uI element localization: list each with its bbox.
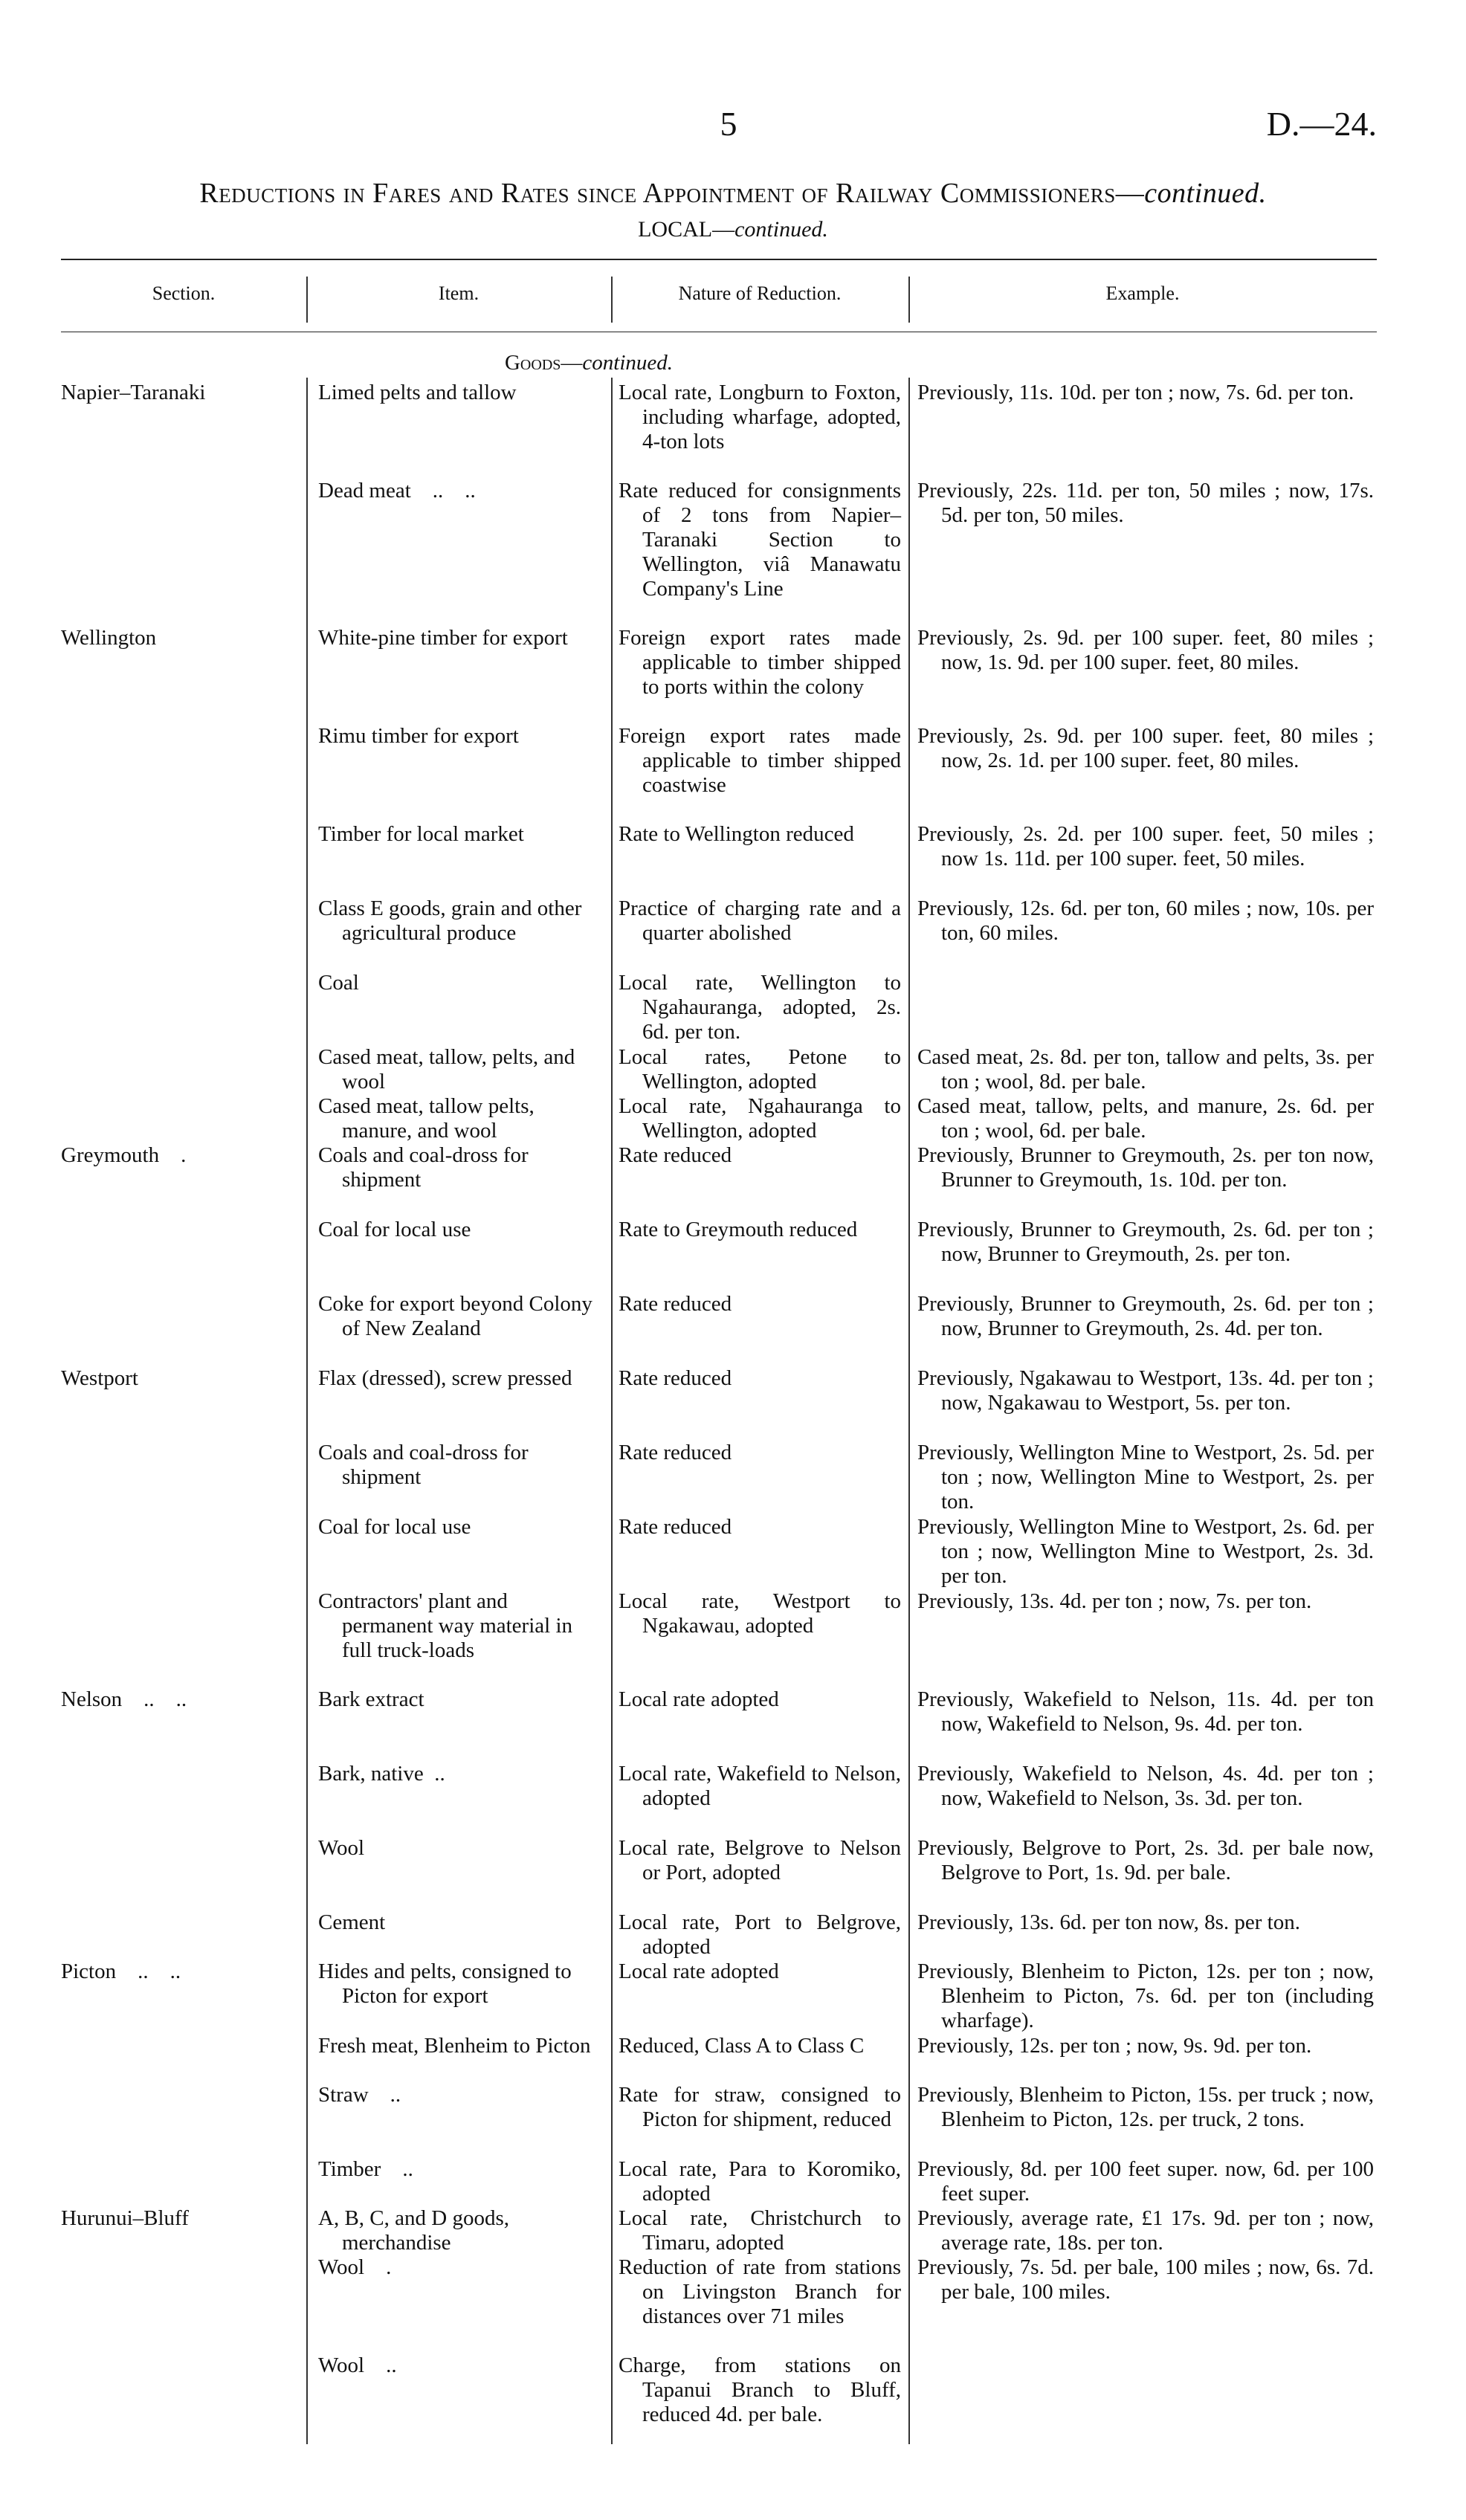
item-cell xyxy=(306,1687,611,1712)
example-cell xyxy=(908,1589,1377,1614)
nature-cell-text: Local rate, Belgrove to Nelson or Port, adopted xyxy=(619,1836,901,1884)
nature-cell xyxy=(611,1143,908,1168)
column-header-nature: Nature of Reduction. xyxy=(678,282,842,304)
section-cell xyxy=(61,2206,306,2231)
nature-cell xyxy=(611,1836,908,1885)
item-cell xyxy=(306,1910,611,1935)
nature-cell-text: Rate reduced xyxy=(619,1143,732,1167)
table-row xyxy=(61,1836,1377,1910)
item-cell xyxy=(306,1045,611,1094)
item-cell xyxy=(306,381,611,405)
item-cell-text: Contractors' plant and permanent way material in full truck-loads xyxy=(318,1589,578,1662)
nature-cell-text: Charge, from stations on Tapanui Branch to Bluff, reduced 4d. per bale. xyxy=(619,2353,901,2426)
example-cell-text: Previously, 8d. per 100 feet super. now, 6d. per 100 feet super. xyxy=(917,2157,1374,2206)
item-cell-text: Cased meat, tallow, pelts, and wool xyxy=(318,1045,581,1093)
item-cell xyxy=(306,896,611,946)
nature-cell xyxy=(611,626,908,700)
item-cell-text: Coal xyxy=(318,971,359,995)
nature-cell xyxy=(611,381,908,454)
item-cell-text: Coal for local use xyxy=(318,1515,471,1539)
item-cell xyxy=(306,1218,611,1242)
example-cell xyxy=(908,1441,1377,1514)
sub-title-continued: continued. xyxy=(734,217,828,242)
nature-cell-text: Local rate adopted xyxy=(619,1687,779,1711)
section-cell-text: Nelson .. .. xyxy=(61,1687,187,1711)
nature-cell xyxy=(611,1910,908,1960)
table-row xyxy=(61,2353,1377,2452)
item-cell-text: Wool xyxy=(318,1836,365,1860)
example-cell-text: Previously, 2s. 9d. per 100 super. feet, 80 miles ; now, 1s. 9d. per 100 super. feet, 80 miles. xyxy=(917,626,1374,674)
nature-cell-text: Rate reduced xyxy=(619,1515,732,1539)
table-row xyxy=(61,479,1377,626)
nature-cell xyxy=(611,2206,908,2255)
example-cell xyxy=(908,1094,1377,1143)
section-cell xyxy=(61,626,306,650)
nature-cell-text: Rate reduced xyxy=(619,1292,732,1316)
section-cell-text: Westport xyxy=(61,1366,138,1390)
nature-cell-text: Rate to Greymouth reduced xyxy=(619,1218,858,1241)
nature-cell xyxy=(611,2157,908,2206)
nature-cell xyxy=(611,2034,908,2058)
nature-cell xyxy=(611,1045,908,1094)
nature-cell xyxy=(611,1094,908,1143)
nature-cell-text: Local rate, Wellington to Ngahauranga, adopted, 2s. 6d. per ton. xyxy=(619,971,901,1044)
nature-cell-text: Reduction of rate from stations on Livingston Branch for distances over 71 miles xyxy=(619,2255,901,2328)
main-title-text: Reductions in Fares and Rates since Appointment of Railway Commissioners— xyxy=(199,178,1145,209)
nature-cell-text: Local rate, Christchurch to Timaru, adopted xyxy=(619,2206,901,2255)
example-cell xyxy=(908,1218,1377,1267)
example-cell-text: Previously, Blenheim to Picton, 12s. per ton ; now, Blenheim to Picton, 7s. 6d. per ton (including wharfage). xyxy=(917,1960,1374,2032)
table-row xyxy=(61,822,1377,896)
table-row xyxy=(61,724,1377,822)
nature-cell-text: Rate to Wellington reduced xyxy=(619,822,854,846)
nature-cell xyxy=(611,971,908,1044)
item-cell xyxy=(306,2157,611,2182)
table-row xyxy=(61,1094,1377,1143)
example-cell xyxy=(908,626,1377,675)
table-row xyxy=(61,1910,1377,1960)
section-cell-text: Hurunui–Bluff xyxy=(61,2206,189,2230)
item-cell-text: Bark, native .. xyxy=(318,1762,445,1786)
example-cell-text: Previously, 7s. 5d. per bale, 100 miles ; now, 6s. 7d. per bale, 100 miles. xyxy=(917,2255,1374,2304)
item-cell xyxy=(306,2255,611,2280)
table-row xyxy=(61,1687,1377,1762)
example-cell-text: Previously, 2s. 9d. per 100 super. feet, 80 miles ; now, 2s. 1d. per 100 super. feet, 80 miles. xyxy=(917,724,1374,772)
nature-cell xyxy=(611,1515,908,1540)
table-row xyxy=(61,2083,1377,2157)
example-cell-text: Previously, 12s. per ton ; now, 9s. 9d. per ton. xyxy=(917,2034,1312,2058)
item-cell-text: Wool .. xyxy=(318,2353,397,2377)
document-reference: D.—24. xyxy=(1266,105,1377,143)
nature-cell-text: Local rate, Westport to Ngakawau, adopted xyxy=(619,1589,901,1638)
item-cell-text: Cased meat, tallow pelts, manure, and wool xyxy=(318,1094,540,1143)
section-cell-text: Picton .. .. xyxy=(61,1960,181,1983)
example-cell-text: Previously, Wellington Mine to Westport, 2s. 5d. per ton ; now, Wellington Mine to Westport, 2s. per ton. xyxy=(917,1441,1374,1513)
item-cell-text: Dead meat .. .. xyxy=(318,479,476,503)
section-cell xyxy=(61,1366,306,1391)
main-title-continued: continued. xyxy=(1144,178,1267,209)
example-cell-text: Previously, Blenheim to Picton, 15s. per truck ; now, Blenheim to Picton, 12s. per truck, 2 tons. xyxy=(917,2083,1374,2131)
item-cell xyxy=(306,2206,611,2255)
section-cell-text: Wellington xyxy=(61,626,157,650)
section-cell xyxy=(61,1687,306,1712)
example-cell xyxy=(908,2157,1377,2206)
example-cell xyxy=(908,2206,1377,2255)
item-cell xyxy=(306,1441,611,1490)
table-row xyxy=(61,626,1377,724)
table-row xyxy=(61,2157,1377,2206)
section-cell xyxy=(61,381,306,405)
example-cell-text: Previously, Brunner to Greymouth, 2s. 6d. per ton ; now, Brunner to Greymouth, 2s. per ton. xyxy=(917,1218,1374,1266)
sub-title xyxy=(0,217,1466,242)
goods-heading-continued: continued. xyxy=(582,351,673,375)
item-cell-text: Class E goods, grain and other agricultural produce xyxy=(318,896,587,945)
item-cell xyxy=(306,1762,611,1786)
nature-cell-text: Local rate, Longburn to Foxton, including wharfage, adopted, 4-ton lots xyxy=(619,381,901,453)
nature-cell xyxy=(611,1441,908,1465)
item-cell-text: Flax (dressed), screw pressed xyxy=(318,1366,572,1390)
main-title xyxy=(0,177,1466,210)
item-cell-text: Coke for export beyond Colony of New Zealand xyxy=(318,1292,598,1340)
example-cell xyxy=(908,1366,1377,1415)
section-cell-text: Napier–Taranaki xyxy=(61,381,206,404)
table-row xyxy=(61,1589,1377,1687)
example-cell-text: Previously, average rate, £1 17s. 9d. per ton ; now, average rate, 18s. per ton. xyxy=(917,2206,1374,2255)
section-cell-text: Greymouth . xyxy=(61,1143,187,1167)
item-cell xyxy=(306,822,611,847)
example-cell-text: Previously, 13s. 6d. per ton now, 8s. per ton. xyxy=(917,1910,1300,1934)
example-cell-text: Previously, Brunner to Greymouth, 2s. 6d. per ton ; now, Brunner to Greymouth, 2s. 4d. per ton. xyxy=(917,1292,1374,1340)
example-cell xyxy=(908,896,1377,946)
item-cell xyxy=(306,626,611,650)
nature-cell-text: Local rates, Petone to Wellington, adopted xyxy=(619,1045,901,1093)
item-cell xyxy=(306,1366,611,1391)
nature-cell xyxy=(611,896,908,946)
example-cell xyxy=(908,381,1377,405)
table-row xyxy=(61,1218,1377,1292)
example-cell xyxy=(908,1910,1377,1935)
example-cell xyxy=(908,2083,1377,2132)
example-cell-text: Cased meat, 2s. 8d. per ton, tallow and pelts, 3s. per ton ; wool, 8d. per bale. xyxy=(917,1045,1374,1093)
nature-cell-text: Local rate adopted xyxy=(619,1960,779,1983)
item-cell xyxy=(306,1143,611,1192)
item-cell xyxy=(306,1515,611,1540)
example-cell xyxy=(908,479,1377,528)
nature-cell-text: Rate reduced for consignments of 2 tons from Napier–Taranaki Section to Wellington, viâ Manawatu Company's Line xyxy=(619,479,901,601)
item-cell-text: Timber .. xyxy=(318,2157,413,2181)
nature-cell xyxy=(611,1960,908,1984)
item-cell-text: Fresh meat, Blenheim to Picton xyxy=(318,2034,591,2058)
nature-cell-text: Practice of charging rate and a quarter abolished xyxy=(619,896,901,945)
example-cell-text: Previously, Belgrove to Port, 2s. 3d. per bale now, Belgrove to Port, 1s. 9d. per bale. xyxy=(917,1836,1374,1884)
item-cell-text: Cement xyxy=(318,1910,386,1934)
table-row xyxy=(61,1441,1377,1515)
goods-heading-text: Goods— xyxy=(504,351,583,375)
example-cell-text: Cased meat, tallow, pelts, and manure, 2s. 6d. per ton ; wool, 6d. per bale. xyxy=(917,1094,1374,1143)
table-row xyxy=(61,1762,1377,1836)
table-top-rule xyxy=(61,259,1377,260)
nature-cell xyxy=(611,724,908,798)
nature-cell xyxy=(611,2353,908,2427)
table-row xyxy=(61,2255,1377,2353)
column-header-example: Example. xyxy=(1105,282,1180,304)
nature-cell-text: Rate reduced xyxy=(619,1441,732,1464)
nature-cell-text: Reduced, Class A to Class C xyxy=(619,2034,865,2058)
item-cell-text: Wool . xyxy=(318,2255,392,2279)
table-row xyxy=(61,1143,1377,1218)
item-cell-text: Coal for local use xyxy=(318,1218,471,1241)
item-cell-text: Straw .. xyxy=(318,2083,401,2107)
example-cell-text: Previously, 12s. 6d. per ton, 60 miles ; now, 10s. per ton, 60 miles. xyxy=(917,896,1374,945)
nature-cell xyxy=(611,822,908,847)
item-cell-text: Bark extract xyxy=(318,1687,424,1711)
item-cell xyxy=(306,1960,611,2009)
goods-heading xyxy=(61,349,871,381)
page-number: 5 xyxy=(720,105,737,143)
example-cell-text: Previously, 13s. 4d. per ton ; now, 7s. per ton. xyxy=(917,1589,1312,1613)
item-cell xyxy=(306,479,611,503)
nature-cell xyxy=(611,2083,908,2132)
section-cell xyxy=(61,1143,306,1168)
nature-cell xyxy=(611,479,908,601)
example-cell-text: Previously, Wakefield to Nelson, 4s. 4d. per ton ; now, Wakefield to Nelson, 3s. 3d. per ton. xyxy=(917,1762,1374,1810)
item-cell-text: Hides and pelts, consigned to Picton for export xyxy=(318,1960,577,2008)
nature-cell-text: Local rate, Para to Koromiko, adopted xyxy=(619,2157,901,2206)
column-header-section: Section. xyxy=(152,282,216,304)
example-cell xyxy=(908,1762,1377,1811)
example-cell-text: Previously, 22s. 11d. per ton, 50 miles ; now, 17s. 5d. per ton, 50 miles. xyxy=(917,479,1374,527)
example-cell-text: Previously, 2s. 2d. per 100 super. feet, 50 miles ; now 1s. 11d. per 100 super. feet, 50 miles. xyxy=(917,822,1374,870)
table-row xyxy=(61,1045,1377,1094)
example-cell xyxy=(908,1960,1377,2033)
item-cell xyxy=(306,2353,611,2378)
example-cell-text: Previously, 11s. 10d. per ton ; now, 7s. 6d. per ton. xyxy=(917,381,1354,404)
item-cell-text: Coals and coal-dross for shipment xyxy=(318,1441,534,1489)
table-row xyxy=(61,2206,1377,2255)
example-cell-text: Previously, Wakefield to Nelson, 11s. 4d. per ton now, Wakefield to Nelson, 9s. 4d. per ton. xyxy=(917,1687,1374,1736)
table-row xyxy=(61,1515,1377,1589)
item-cell-text: A, B, C, and D goods, merchandise xyxy=(318,2206,515,2255)
nature-cell xyxy=(611,1762,908,1811)
nature-cell-text: Local rate, Ngahauranga to Wellington, adopted xyxy=(619,1094,901,1143)
section-cell xyxy=(61,1960,306,1984)
nature-cell-text: Local rate, Wakefield to Nelson, adopted xyxy=(619,1762,901,1810)
example-cell-text: Previously, Wellington Mine to Westport, 2s. 6d. per ton ; now, Wellington Mine to Westport, 2s. 3d. per ton. xyxy=(917,1515,1374,1588)
item-cell xyxy=(306,2083,611,2107)
nature-cell-text: Foreign export rates made applicable to timber shipped to ports within the colony xyxy=(619,626,901,699)
example-cell xyxy=(908,822,1377,871)
item-cell xyxy=(306,1094,611,1143)
item-cell-text: Timber for local market xyxy=(318,822,524,846)
nature-cell xyxy=(611,1218,908,1242)
item-cell xyxy=(306,1292,611,1341)
item-cell xyxy=(306,1589,611,1663)
item-cell-text: Coals and coal-dross for shipment xyxy=(318,1143,534,1192)
example-cell xyxy=(908,724,1377,773)
column-header-item: Item. xyxy=(438,282,479,304)
example-cell xyxy=(908,2034,1377,2058)
table-row xyxy=(61,1960,1377,2034)
item-cell xyxy=(306,1836,611,1861)
item-cell xyxy=(306,2034,611,2058)
table-row xyxy=(61,896,1377,971)
example-cell xyxy=(908,1836,1377,1885)
item-cell-text: Rimu timber for export xyxy=(318,724,519,748)
item-cell-text: White-pine timber for export xyxy=(318,626,568,650)
example-cell-text: Previously, Ngakawau to Westport, 13s. 4d. per ton ; now, Ngakawau to Westport, 5s. per ton. xyxy=(917,1366,1374,1415)
nature-cell-text: Rate reduced xyxy=(619,1366,732,1390)
nature-cell xyxy=(611,1366,908,1391)
item-cell xyxy=(306,724,611,749)
nature-cell xyxy=(611,2255,908,2329)
table-row xyxy=(61,971,1377,1045)
table-body xyxy=(61,381,1377,2452)
table-row xyxy=(61,1292,1377,1366)
nature-cell xyxy=(611,1292,908,1316)
example-cell xyxy=(908,1687,1377,1736)
example-cell xyxy=(908,1045,1377,1094)
item-cell-text: Limed pelts and tallow xyxy=(318,381,517,404)
sub-title-text: LOCAL— xyxy=(638,217,735,242)
table-row xyxy=(61,381,1377,479)
reductions-table xyxy=(61,349,1377,2452)
nature-cell-text: Rate for straw, consigned to Picton for shipment, reduced xyxy=(619,2083,901,2131)
nature-cell-text: Local rate, Port to Belgrove, adopted xyxy=(619,1910,901,1959)
nature-cell xyxy=(611,1589,908,1638)
example-cell-text: Previously, Brunner to Greymouth, 2s. per ton now, Brunner to Greymouth, 1s. 10d. per ton. xyxy=(917,1143,1374,1192)
example-cell xyxy=(908,1143,1377,1192)
nature-cell-text: Foreign export rates made applicable to timber shipped coastwise xyxy=(619,724,901,797)
example-cell xyxy=(908,1292,1377,1341)
example-cell xyxy=(908,2255,1377,2304)
table-row xyxy=(61,1366,1377,1441)
item-cell xyxy=(306,971,611,995)
nature-cell xyxy=(611,1687,908,1712)
example-cell xyxy=(908,1515,1377,1589)
table-row xyxy=(61,2034,1377,2083)
